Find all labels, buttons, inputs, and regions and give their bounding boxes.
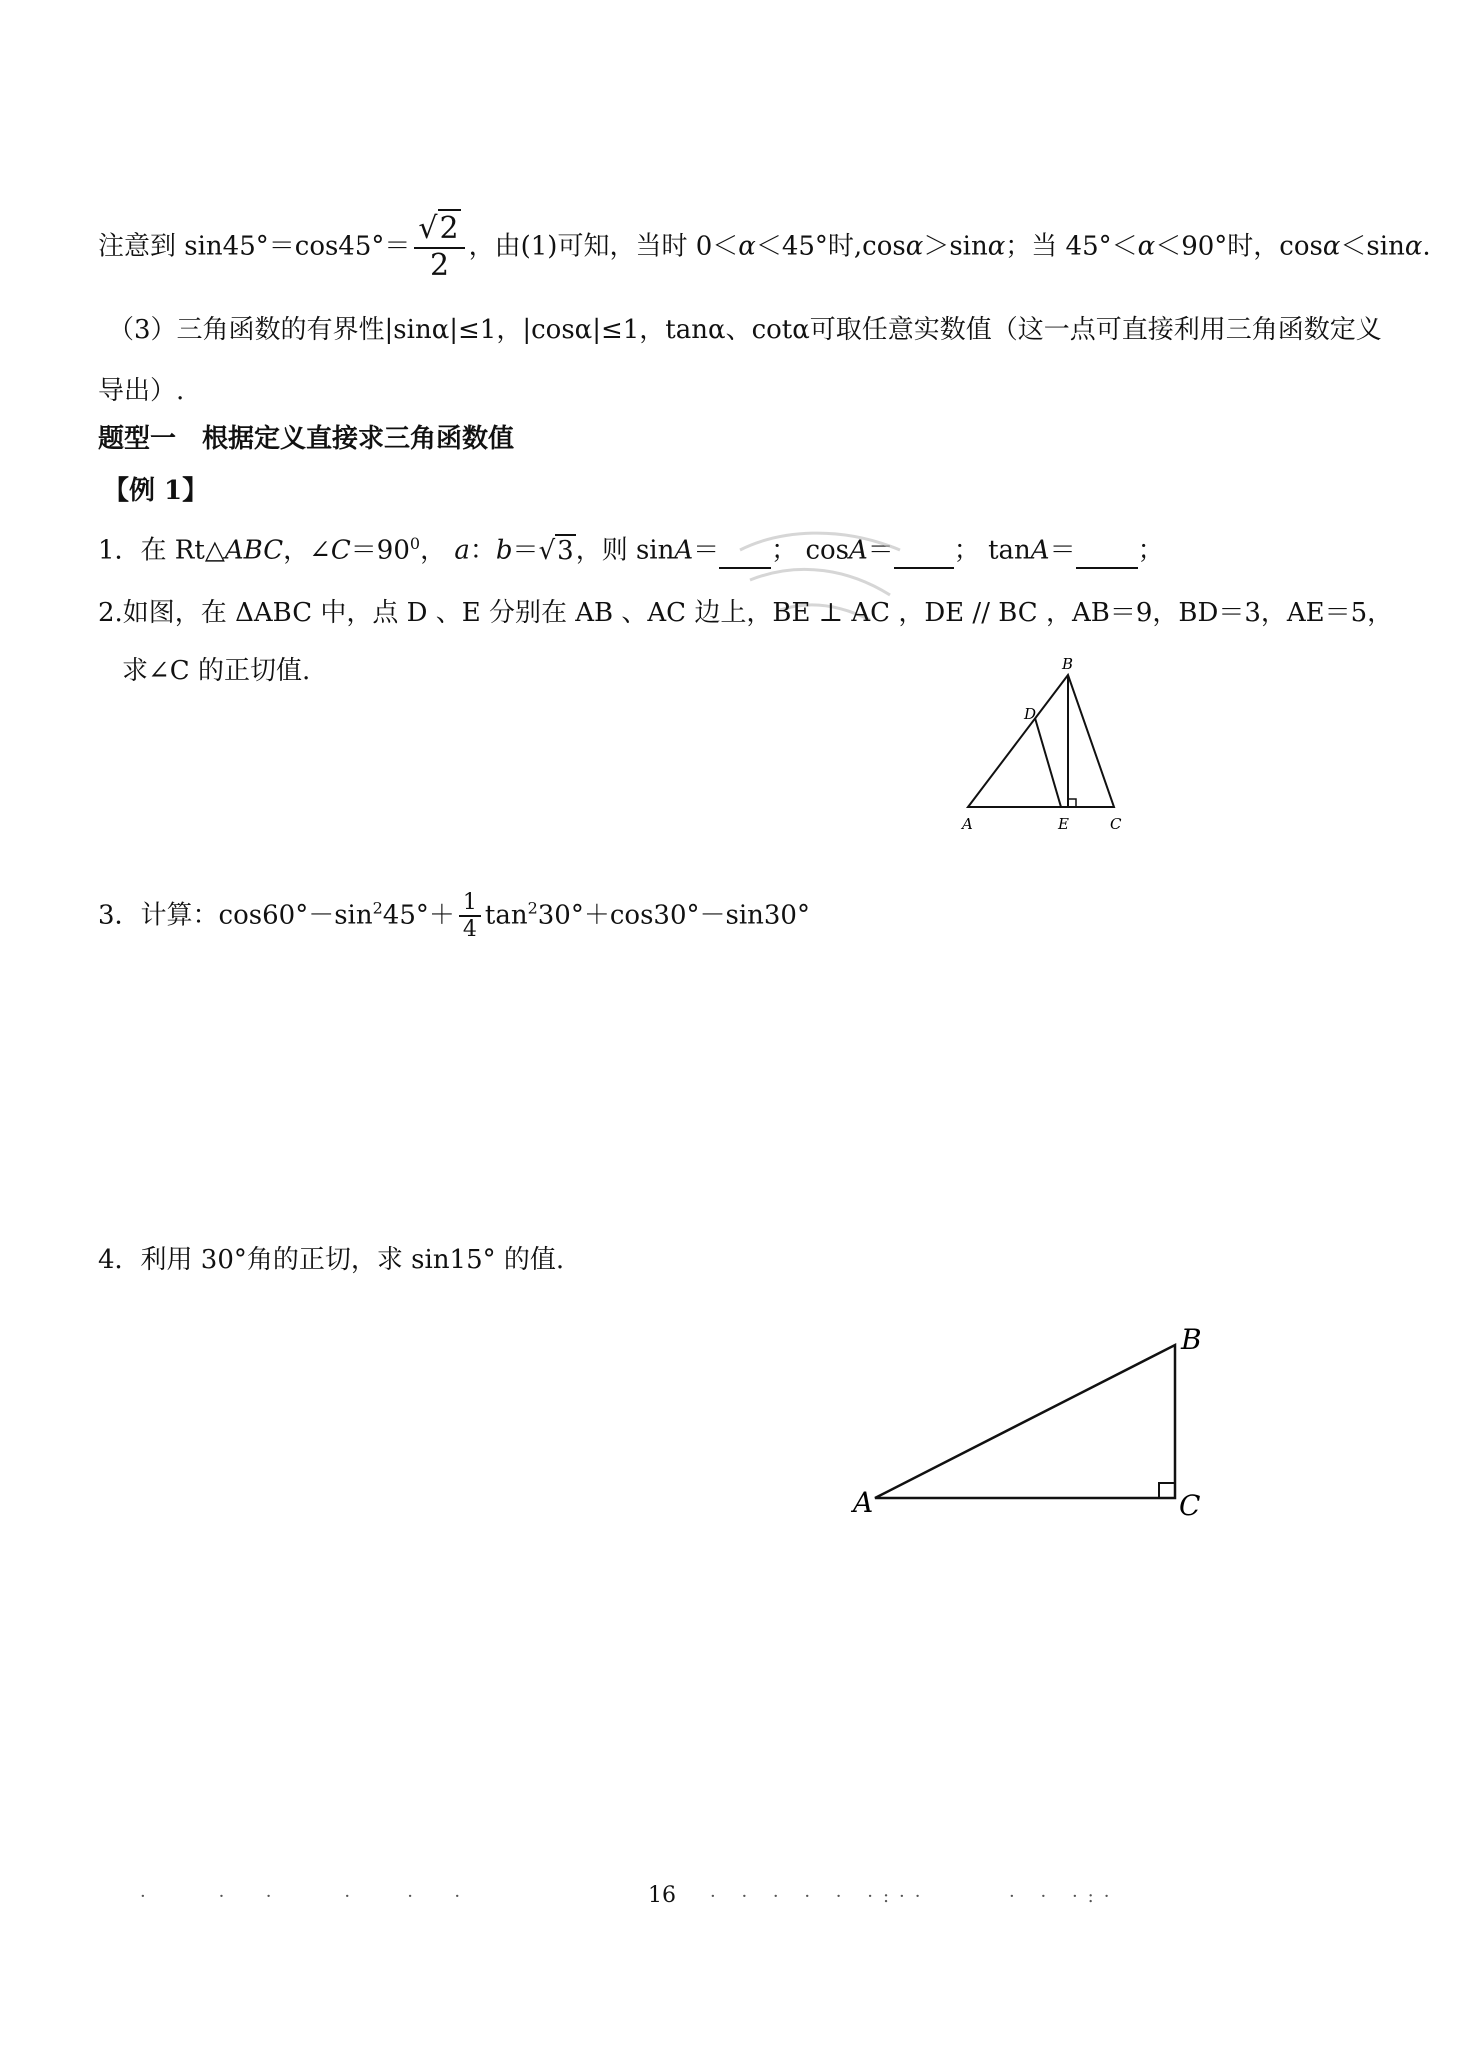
q1-triangle-name: ABC (224, 535, 284, 566)
q1-tan: tan (988, 535, 1031, 566)
q1-vertex-a: A (1030, 535, 1050, 566)
q1-angle: ，∠ (283, 535, 331, 566)
label-b: B (1181, 1323, 1202, 1356)
q1-side-a: a (454, 535, 470, 566)
note-middle: ，由(1)可知，当时 0＜ (468, 231, 739, 262)
one-quarter-fraction (459, 890, 481, 943)
q3-term2: tan (484, 900, 528, 931)
property3-line2: 导出）. (98, 376, 185, 406)
note-prefix: 注意到 sin45°＝cos45°＝ (98, 231, 411, 262)
label-a: A (962, 815, 973, 833)
segment-de (1035, 718, 1061, 807)
note-middle-5: ＜90°时，cos (1155, 231, 1323, 262)
label-b: B (1062, 655, 1074, 673)
right-triangle-abc (875, 1345, 1175, 1498)
alpha-symbol: α (1137, 231, 1156, 262)
q1-vertex-c: C (330, 535, 351, 566)
label-d: D (1024, 705, 1037, 723)
alpha-symbol: α (1322, 231, 1341, 262)
property3-line1: （3）三角函数的有界性|sinα|≤1，|cosα|≤1，tanα、cotα可取任意实数值（这一点可直接利用三角函数定义 (108, 315, 1382, 345)
sqrt-symbol: √2 (418, 211, 459, 246)
q1-then: ，则 sin (575, 535, 675, 566)
triangle-figure-2 (845, 1315, 1225, 1522)
q1-cos: cos (805, 535, 849, 566)
label-a: A (853, 1486, 874, 1519)
q1-semicolon: ； (771, 535, 798, 566)
note-middle-6: ＜sin (1340, 231, 1405, 262)
alpha-symbol: α (987, 231, 1006, 262)
q1-equals: ＝ (693, 535, 720, 566)
q3-term1b: 45°＋ (382, 900, 455, 931)
q1-colon: ： (469, 535, 496, 566)
right-angle-mark (1068, 799, 1076, 807)
q3-prefix: 3．计算： (98, 900, 219, 931)
note-middle-2: ＜45°时,cos (755, 231, 906, 262)
note-suffix: . (1422, 231, 1431, 262)
question-3 (98, 890, 810, 943)
q1-equals: ＝ (512, 535, 539, 566)
question-2-line2: 求∠C 的正切值. (122, 656, 311, 686)
fraction-numerator: 1 (459, 890, 481, 917)
note-middle-3: ＞sin (923, 231, 988, 262)
q1-vertex-a: A (849, 535, 868, 566)
scan-noise: · · · · · ·:·· · · ·:· (710, 1886, 1120, 1907)
alpha-symbol: α (1404, 231, 1423, 262)
question-2-line1: 2.如图，在 ΔABC 中，点 D 、E 分别在 AB 、AC 边上，BE ⊥ AC ，DE // BC ，AB＝9，BD＝3，AE＝5， (98, 598, 1394, 628)
q1-equals: ＝ (1049, 535, 1076, 566)
q1-equals: ＝ (867, 535, 894, 566)
note-line (98, 212, 1431, 283)
sqrt3: √3 (538, 535, 574, 566)
triangle-figure-1 (950, 655, 1150, 855)
question-4: 4．利用 30°角的正切，求 sin15° 的值. (98, 1245, 565, 1275)
alpha-symbol: α (905, 231, 924, 262)
sqrt2-radicand: 2 (439, 211, 459, 246)
tan-answer-blank[interactable] (1076, 536, 1138, 569)
q1-semicolon: ； (1137, 535, 1164, 566)
scan-noise: · · · · · · (140, 1886, 471, 1907)
label-c: C (1110, 815, 1122, 833)
label-c: C (1179, 1489, 1201, 1522)
alpha-symbol: α (738, 231, 756, 262)
note-middle-4: ；当 45°＜ (1005, 231, 1138, 262)
fraction-denominator: 4 (462, 917, 477, 943)
q1-comma: ， (420, 535, 447, 566)
q3-term1: cos60°－sin (218, 900, 373, 931)
page-number: 16 (648, 1883, 676, 1908)
q1-degree-mark: 0 (409, 534, 421, 553)
fraction-denominator: 2 (429, 247, 450, 283)
section-title: 题型一 根据定义直接求三角函数值 (98, 424, 515, 454)
q1-prefix: 1．在 Rt△ (98, 535, 225, 566)
q1-vertex-a: A (674, 535, 694, 566)
example-label: 【例 1】 (103, 476, 209, 506)
right-angle-mark (1159, 1483, 1175, 1498)
question-1 (98, 534, 1164, 569)
q1-side-b: b (495, 535, 513, 566)
sqrt2-over-2-fraction (414, 212, 464, 283)
q1-semicolon: ； (953, 535, 980, 566)
q3-square: 2 (372, 898, 383, 918)
label-e: E (1058, 815, 1069, 833)
sqrt3-radicand: 3 (557, 535, 574, 566)
q3-square: 2 (527, 898, 538, 918)
q3-term2b: 30°＋cos30°－sin30° (537, 900, 810, 931)
q1-right-angle: ＝90 (350, 535, 410, 566)
